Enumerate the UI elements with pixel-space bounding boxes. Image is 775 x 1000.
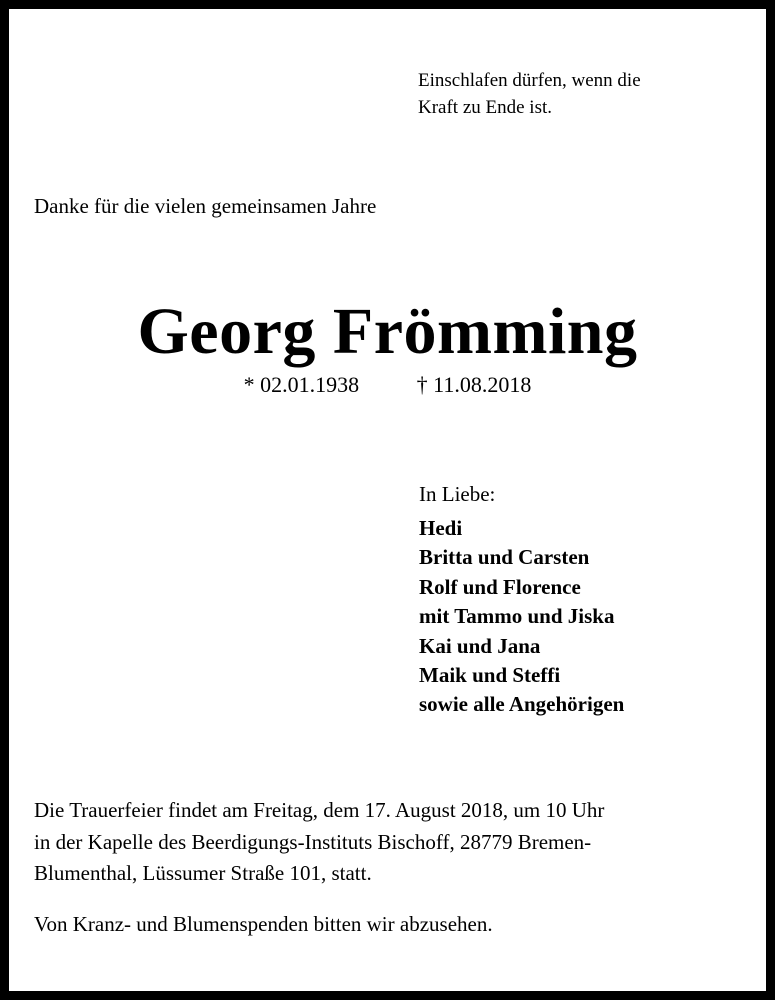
mourner-entry: Rolf und Florence: [419, 574, 581, 599]
mourners-block: [419, 479, 624, 720]
motto-quote: [418, 67, 641, 121]
death-date: † 11.08.2018: [416, 372, 532, 397]
mourner-entry: Maik und Steffi: [419, 663, 561, 688]
thanks-line: Danke für die vielen gemeinsamen Jahre: [34, 194, 377, 218]
funeral-service-notice: [34, 795, 740, 890]
deceased-name: Georg Frömming: [137, 295, 638, 368]
mourner-entry: sowie alle Angehörigen: [419, 692, 625, 717]
notice-line: in der Kapelle des Beerdigungs-Instituts Bischoff, 28779 Bremen-: [34, 829, 592, 854]
notice-line: Blumenthal, Lüssumer Straße 101, statt.: [34, 861, 372, 885]
life-dates: [9, 370, 766, 400]
motto-line: Einschlafen dürfen, wenn die: [418, 70, 641, 91]
mourner-entry: mit Tammo und Jiska: [419, 604, 615, 629]
mourner-entry: Kai und Jana: [419, 633, 541, 658]
motto-line: Kraft zu Ende ist.: [418, 97, 553, 118]
mourners-intro: In Liebe:: [419, 482, 496, 506]
donation-request: Von Kranz- und Blumenspenden bitten wir abzusehen.: [34, 912, 493, 936]
mourner-entry: Hedi: [419, 516, 463, 540]
notice-line: Die Trauerfeier findet am Freitag, dem 17. August 2018, um 10 Uhr: [34, 798, 605, 822]
birth-date: * 02.01.1938: [243, 372, 360, 397]
mourner-entry: Britta und Carsten: [419, 545, 590, 570]
